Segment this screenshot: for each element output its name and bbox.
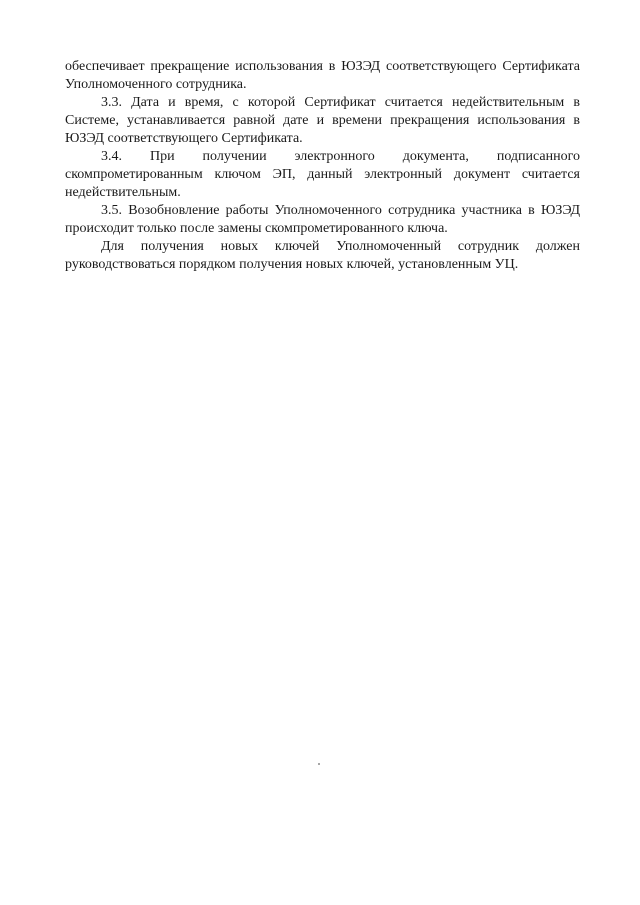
document-body — [65, 58, 580, 274]
paragraph-new-keys: Для получения новых ключей Уполномоченный сотрудник должен руководствоваться порядком получения новых ключей, установленным УЦ. — [65, 239, 580, 272]
paragraph-3-4: 3.4. При получении электронного документа, подписанного скомпрометированным ключом ЭП, данный электронный документ считается недействительным. — [65, 149, 580, 200]
paragraph-continuation: обеспечивает прекращение использования в ЮЗЭД соответствующего Сертификата Уполномоченного сотрудника. — [65, 59, 580, 92]
paragraph-3-5: 3.5. Возобновление работы Уполномоченного сотрудника участника в ЮЗЭД происходит только после замены скомпрометированного ключа. — [65, 203, 580, 236]
scan-speck — [318, 763, 320, 765]
paragraph-3-3: 3.3. Дата и время, с которой Сертификат считается недействительным в Системе, устанавливается равной дате и времени прекращения использования в ЮЗЭД соответствующего Сертификата. — [65, 95, 580, 146]
